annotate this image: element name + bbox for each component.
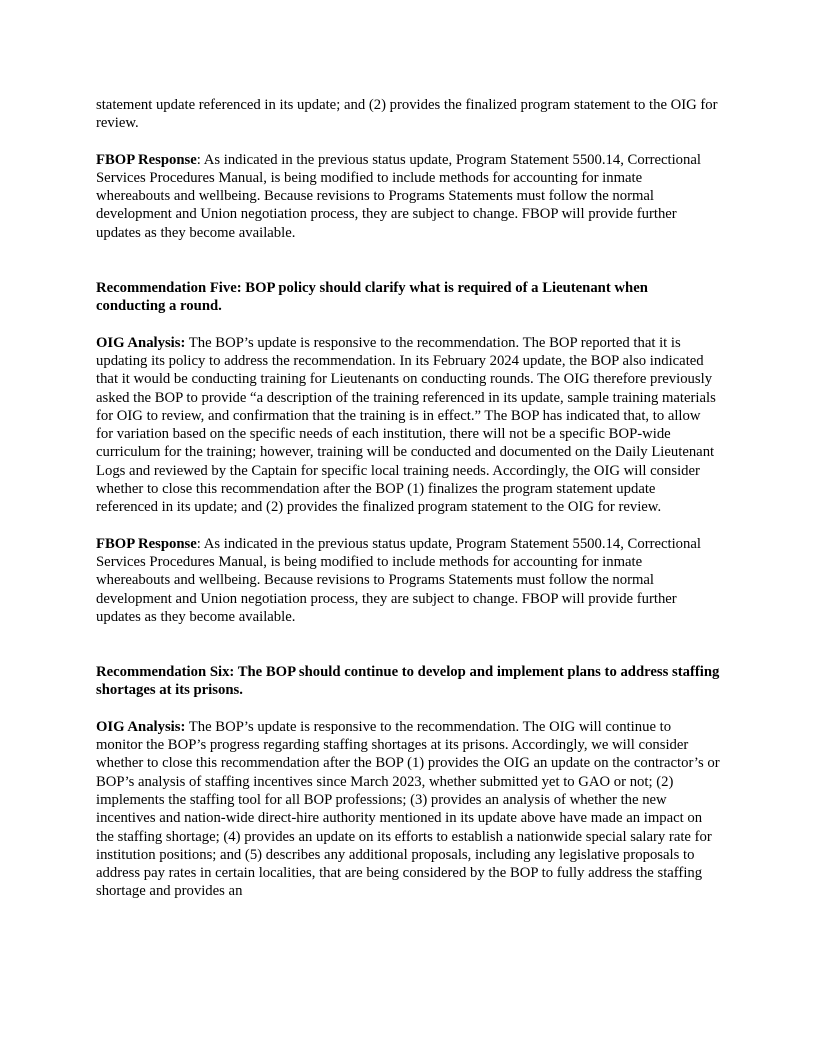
document-page [96,96,720,901]
oig-analysis-text: The BOP’s update is responsive to the recommendation. The OIG will continue to monitor the BOP’s progress regarding staffing shortages at its prisons. Accordingly, we will consider whether to close this recommendation after the BOP (1) provides the OIG an update on the contractor’s or BOP’s analysis of staffing incentives since March 2023, whether submitted yet to GAO or not; (2) implements the staffing tool for all BOP professions; (3) provides an analysis of whether the new incentives and nation-wide direct-hire authority mentioned in its update above have made an impact on the staffing shortage; (4) provides an update on its efforts to establish a nationwide special salary rate for institution positions; and (5) describes any additional proposals, including any legislative proposals to address pay rates in certain localities, that are being considered by the BOP to fully address the staffing shortage and provides an [96,718,720,900]
rec6-heading: Recommendation Six: The BOP should continue to develop and implement plans to address staffing shortages at its prisons. [96,664,720,699]
rec6-oig-analysis-paragraph [96,718,720,901]
rec4-fbop-response-paragraph [96,151,720,242]
rec5-heading: Recommendation Five: BOP policy should clarify what is required of a Lieutenant when conducting a round. [96,280,648,315]
fbop-response-label: FBOP Response [96,535,197,552]
continuation-paragraph: statement update referenced in its update; and (2) provides the finalized program statement to the OIG for review. [96,97,718,132]
oig-analysis-label: OIG Analysis: [96,334,186,351]
rec5-oig-analysis-paragraph [96,334,720,517]
oig-analysis-text: The BOP’s update is responsive to the recommendation. The BOP reported that it is updating its policy to address the recommendation. In its February 2024 update, the BOP also indicated that it would be conducting training for Lieutenants on conducting rounds. The OIG therefore previously asked the BOP to provide “a description of the training referenced in its update, sample training materials for OIG to review, and confirmation that the training is in effect.” The BOP has indicated that, to allow for variation based on the specific needs of each institution, there will not be a specific BOP-wide curriculum for the training; however, training will be conducted and documented on the Daily Lieutenant Logs and reviewed by the Captain for specific local training needs. Accordingly, the OIG will consider whether to close this recommendation after the BOP (1) finalizes the program statement update referenced in its update; and (2) provides the finalized program statement to the OIG for review. [96,334,716,516]
fbop-response-text: : As indicated in the previous status update, Program Statement 5500.14, Correctional Services Procedures Manual, is being modified to include methods for accounting for inmate whereabouts and wellbeing. Because revisions to Programs Statements must follow the normal development and Union negotiation process, they are subject to change. FBOP will provide further updates as they become available. [96,535,701,625]
rec5-fbop-response-paragraph [96,535,720,626]
fbop-response-label: FBOP Response [96,151,197,168]
oig-analysis-label: OIG Analysis: [96,718,186,735]
fbop-response-text: : As indicated in the previous status update, Program Statement 5500.14, Correctional Services Procedures Manual, is being modified to include methods for accounting for inmate whereabouts and wellbeing. Because revisions to Programs Statements must follow the normal development and Union negotiation process, they are subject to change. FBOP will provide further updates as they become available. [96,151,701,241]
